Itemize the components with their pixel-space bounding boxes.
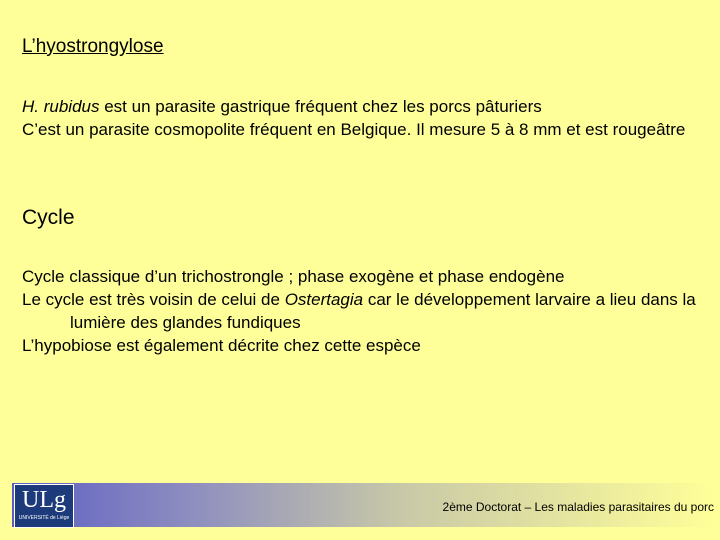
intro-paragraph-1 (22, 95, 685, 118)
intro-block (22, 95, 685, 141)
university-logo (14, 484, 74, 528)
cycle-block (22, 265, 720, 357)
slide-title: L’hyostrongylose (22, 36, 164, 57)
cycle-paragraph-3: L’hypobiose est également décrite chez cette espèce (22, 336, 421, 355)
cycle-paragraph-2-start: Le cycle est très voisin de celui de (22, 290, 285, 309)
genus-name: Ostertagia (284, 290, 364, 309)
intro-paragraph-1-text: est un parasite gastrique fréquent chez les porcs pâturiers (99, 97, 542, 116)
footer-course-label: 2ème Doctorat – Les maladies parasitaires du porc (442, 500, 714, 514)
cycle-paragraph-2-end: car le développement larvaire a lieu dans la lumière des glandes fundiques (70, 290, 696, 332)
cycle-paragraph-2 (22, 288, 720, 334)
cycle-paragraph-1: Cycle classique d’un trichostrongle ; phase exogène et phase endogène (22, 267, 565, 286)
logo-text: ULg (22, 487, 66, 513)
intro-paragraph-2: C’est un parasite cosmopolite fréquent en Belgique. Il mesure 5 à 8 mm et est rougeâtre (22, 120, 686, 139)
species-name: H. rubidus (22, 97, 100, 116)
section-heading-cycle: Cycle (22, 206, 75, 229)
logo-subtitle: UNIVERSITÉ de Liège (18, 515, 70, 521)
